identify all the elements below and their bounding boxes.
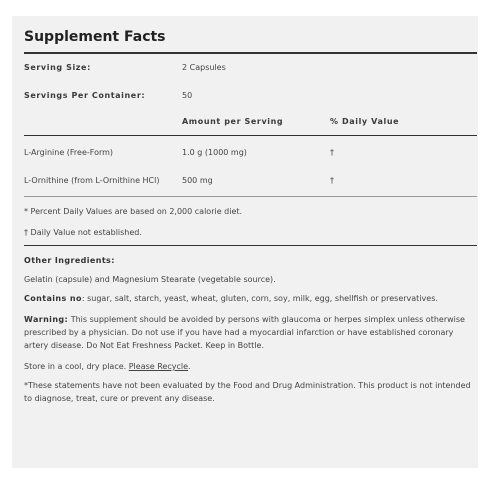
servings-per-container-row (24, 91, 477, 113)
storage-statement (24, 360, 477, 373)
serving-size-label: Serving Size: (24, 63, 91, 72)
contains-statement (24, 292, 477, 305)
table-row (24, 148, 477, 174)
serving-size-value: 2 Capsules (182, 63, 226, 72)
recycle-link[interactable]: Please Recycle (128, 362, 189, 371)
table-header-row (24, 117, 477, 135)
divider (24, 196, 477, 197)
table-row (24, 176, 477, 196)
daily-value-header: % Daily Value (330, 117, 400, 126)
nutrient-name: L-Arginine (Free-Form) (24, 148, 114, 157)
fda-disclaimer: *These statements have not been evaluated by the Food and Drug Administration. This product is not intended to diagnose, treat, cure or prevent any disease. (24, 381, 471, 403)
warning-label: Warning: (24, 315, 69, 324)
servings-per-container-label: Servings Per Container: (24, 91, 146, 100)
divider (24, 135, 477, 136)
panel-title: Supplement Facts (24, 28, 477, 54)
storage-text: Store in a cool, dry place. (24, 362, 129, 371)
nutrient-name: L-Ornithine (from L-Ornithine HCl) (24, 176, 160, 185)
serving-size-row (24, 63, 477, 85)
supplement-facts-panel (12, 16, 478, 468)
percent-daily-value-footnote: * Percent Daily Values are based on 2,000 calorie diet. (24, 207, 243, 216)
panel-content (24, 28, 477, 405)
amount-header: Amount per Serving (182, 117, 284, 126)
servings-per-container-value: 50 (182, 91, 193, 100)
nutrient-amount: 1.0 g (1000 mg) (182, 148, 247, 157)
dagger-footnote: † Daily Value not established. (24, 228, 142, 237)
nutrient-daily-value: † (330, 176, 334, 185)
nutrient-amount: 500 mg (182, 176, 213, 185)
contains-text: : sugar, salt, starch, yeast, wheat, gluten, corn, soy, milk, egg, shellfish or preservatives. (81, 294, 438, 303)
divider (24, 245, 477, 246)
storage-after: . (188, 362, 191, 371)
contains-label: Contains no (24, 294, 82, 303)
warning-text: This supplement should be avoided by persons with glaucoma or herpes simplex unless otherwise prescribed by a physician. Do not use if you have had a myocardial infarction or have established coronary artery disease. Do Not Eat Freshness Packet. Keep in Bottle. (24, 315, 465, 350)
warning-statement (24, 313, 477, 352)
other-ingredients-heading: Other Ingredients: (24, 256, 115, 265)
nutrient-daily-value: † (330, 148, 334, 157)
other-ingredients-text: Gelatin (capsule) and Magnesium Stearate (vegetable source). (24, 275, 276, 284)
